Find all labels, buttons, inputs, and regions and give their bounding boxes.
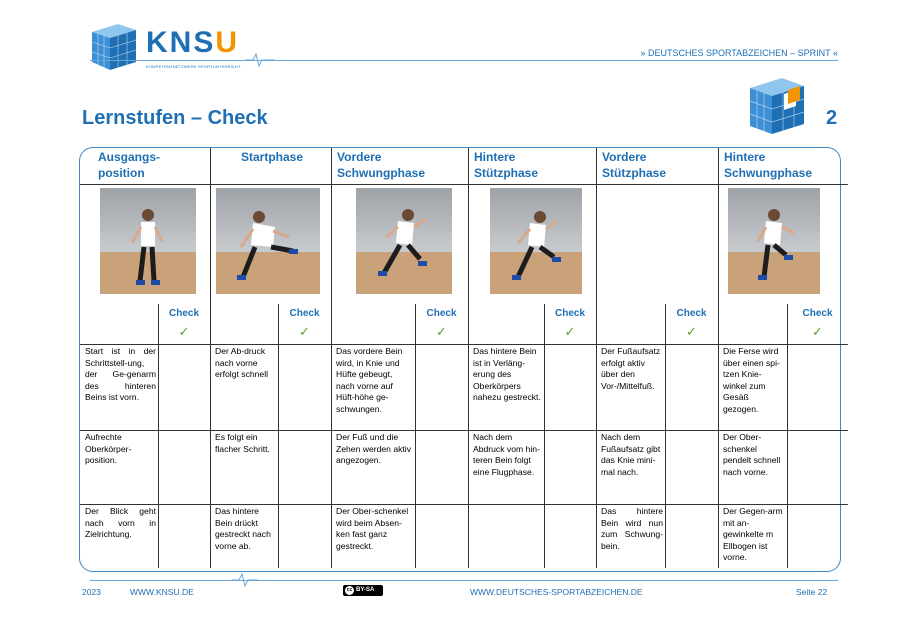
check-mark-icon: ✓ bbox=[812, 324, 823, 339]
check-label: Check bbox=[426, 308, 457, 319]
photo-vordere-schwungphase bbox=[356, 188, 452, 294]
photo-hintere-stuetzphase bbox=[490, 188, 582, 294]
logo-subtitle: KOMPETENZNETZWERK SPORTUNTERRICHT bbox=[146, 64, 241, 69]
runner-figure-icon bbox=[374, 207, 434, 287]
runner-figure-icon bbox=[744, 207, 804, 287]
runner-figure-icon bbox=[506, 207, 566, 287]
photo-ausgangsposition bbox=[100, 188, 196, 294]
phase-header-2: Startphase bbox=[240, 150, 304, 164]
footer-site-link[interactable]: WWW.KNSU.DE bbox=[130, 587, 194, 597]
column-divider bbox=[468, 148, 469, 568]
criterion-cell: Aufrechte Oberkörper-position. bbox=[85, 432, 132, 466]
criterion-cell: Der Fuß und die Zehen werden aktiv angezogen. bbox=[336, 432, 411, 466]
photo-startphase bbox=[216, 188, 320, 294]
column-divider bbox=[331, 148, 332, 568]
criterion-cell: Das hintere Bein wird nun zum Schwung-bein. bbox=[601, 506, 663, 551]
phase-header-3: Vordere Schwungphase bbox=[337, 150, 426, 180]
criterion-cell bbox=[473, 506, 541, 568]
phase-header-4: Hintere Stützphase bbox=[474, 150, 539, 180]
criterion-cell: Der Gegen-arm mit an-gewinkelte m Ellbogen ist vorne. bbox=[723, 506, 783, 563]
phase-header-6: Hintere Schwungphase bbox=[724, 150, 813, 180]
criterion-cell: Es folgt ein flacher Schritt. bbox=[215, 432, 270, 454]
criterion-cell: Nach dem Fußaufsatz gibt das Knie mini-mal nach. bbox=[601, 432, 661, 477]
page-number: 2 bbox=[826, 107, 838, 129]
footer-page-number: Seite 22 bbox=[796, 587, 828, 597]
check-label: Check bbox=[168, 308, 199, 319]
check-mark-icon: ✓ bbox=[178, 324, 190, 339]
header-divider bbox=[90, 60, 838, 61]
header-row-divider bbox=[80, 184, 848, 185]
check-mark-icon: ✓ bbox=[436, 324, 447, 339]
footer-year: 2023 bbox=[82, 587, 101, 597]
page-title: Lernstufen – Check bbox=[82, 107, 268, 129]
knsu-logo bbox=[88, 20, 258, 72]
checklist-table bbox=[79, 147, 841, 572]
check-label: Check bbox=[676, 308, 707, 319]
column-divider bbox=[596, 148, 597, 568]
footer-site2-link[interactable]: WWW.DEUTSCHES-SPORTABZEICHEN.DE bbox=[470, 587, 643, 597]
check-label: Check bbox=[554, 308, 585, 319]
check-mark-icon: ✓ bbox=[564, 324, 576, 339]
criterion-cell: Der Fußaufsatz erfolgt aktiv über den Vor-/Mittelfuß. bbox=[601, 346, 661, 391]
row-divider bbox=[80, 504, 848, 505]
criterion-cell: Der Ab-druck nach vorne erfolgt schnell bbox=[215, 346, 269, 380]
column-divider bbox=[210, 148, 211, 568]
check-mark-icon: ✓ bbox=[686, 324, 697, 339]
criterion-cell: Der Ober-schenkel wird beim Absen-ken fast ganz gestreckt. bbox=[336, 506, 409, 551]
cc-icon: cc bbox=[346, 587, 353, 593]
logo-cube-icon bbox=[88, 20, 140, 72]
photo-hintere-schwungphase bbox=[728, 188, 820, 294]
column-divider bbox=[718, 148, 719, 568]
phase-header-5: Vordere Stützphase bbox=[602, 150, 667, 180]
footer-divider bbox=[90, 580, 838, 581]
criterion-cell: Das hintere Bein ist in Verläng-erung des Oberkörpers nahezu gestreckt. bbox=[473, 346, 541, 403]
phase-header-1: Ausgangs- position bbox=[98, 150, 161, 180]
logo-wordmark: KNSU bbox=[146, 26, 240, 59]
runner-figure-icon bbox=[233, 207, 303, 287]
row-divider bbox=[80, 430, 848, 431]
cube-graphic-icon bbox=[744, 72, 810, 138]
footer-pulse-icon bbox=[232, 572, 258, 588]
criterion-cell: Der Ober-schenkel pendelt schnell nach vorne. bbox=[723, 432, 781, 477]
check-mark-icon: ✓ bbox=[299, 324, 310, 339]
cc-license-badge: cc BY-SA bbox=[343, 585, 383, 596]
criterion-cell: Die Ferse wird über einen spi-tzen Knie-winkel zum Gesäß gezogen. bbox=[723, 346, 780, 414]
runner-figure-icon bbox=[128, 207, 168, 287]
check-label: Check bbox=[289, 308, 320, 319]
section-label: » DEUTSCHES SPORTABZEICHEN – SPRINT « bbox=[640, 48, 838, 58]
check-label: Check bbox=[802, 308, 833, 319]
criterion-cell: Nach dem Abdruck vom hin-teren Bein folgt eine Flugphase. bbox=[473, 432, 540, 477]
header-pulse-icon bbox=[245, 52, 275, 68]
criterion-cell: Das hintere Bein drückt gestreckt nach vorne ab. bbox=[215, 506, 271, 551]
criterion-cell: Der Blick geht nach vorn in Zielrichtung. bbox=[85, 506, 156, 540]
row-divider bbox=[80, 344, 848, 345]
criterion-cell: Das vordere Bein wird, in Knie und Hüfte gebeugt, nach vorne auf Hüft-höhe ge-schwungen. bbox=[336, 346, 403, 414]
criterion-cell: Start ist in der Schrittstell-ung, der Ge-genarm des hinteren Beins ist vorn. bbox=[85, 346, 156, 403]
